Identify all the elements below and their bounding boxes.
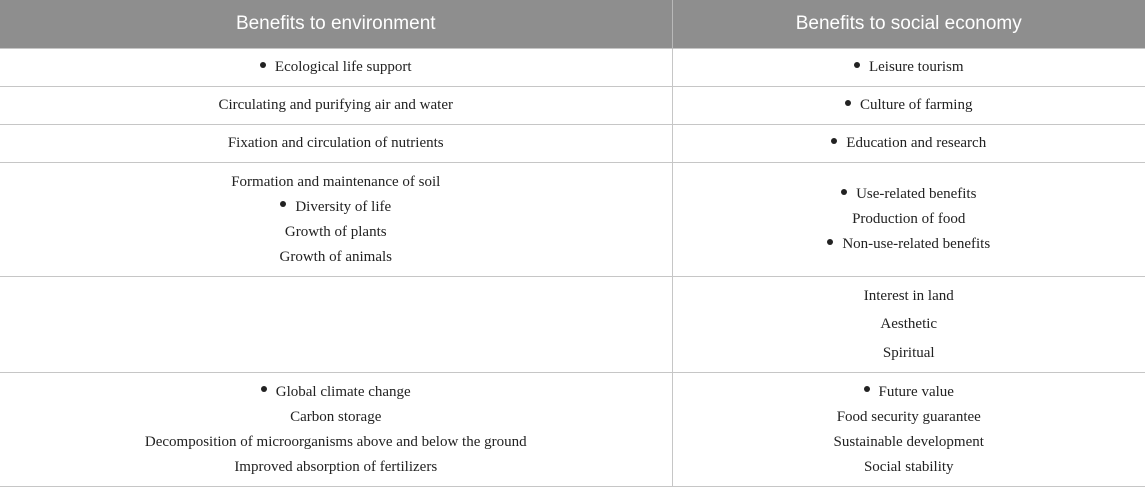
cell-text: Non-use-related benefits	[842, 236, 991, 252]
bullet-icon	[854, 62, 860, 68]
cell-line	[673, 339, 1145, 368]
cell-text: Use-related benefits	[856, 186, 977, 202]
cell-text: Food security guarantee	[836, 408, 981, 425]
cell-text: Education and research	[846, 135, 987, 151]
cell-text: Aesthetic	[880, 316, 938, 333]
cell-text: Formation and maintenance of soil	[231, 173, 441, 190]
cell-text: Social stability	[863, 458, 954, 475]
table-row	[0, 87, 1145, 125]
bullet-icon	[831, 138, 837, 144]
cell-line	[673, 55, 1145, 80]
cell-line	[0, 93, 672, 118]
cell-line	[673, 93, 1145, 118]
cell-line	[0, 455, 672, 480]
cell-line	[673, 232, 1145, 257]
environment-cell	[0, 277, 672, 373]
social-economy-cell	[672, 277, 1145, 373]
bullet-icon	[280, 201, 286, 207]
social-economy-cell	[672, 49, 1145, 87]
cell-line	[0, 220, 672, 245]
cell-line	[0, 170, 672, 195]
bullet-icon	[827, 239, 833, 245]
bullet-icon	[260, 62, 266, 68]
environment-cell	[0, 163, 672, 277]
environment-cell	[0, 373, 672, 487]
table-row	[0, 373, 1145, 487]
social-economy-cell	[672, 87, 1145, 125]
cell-line	[0, 245, 672, 270]
cell-text: Global climate change	[275, 383, 411, 400]
table-row	[0, 277, 1145, 373]
cell-text: Carbon storage	[290, 408, 382, 425]
environment-cell	[0, 87, 672, 125]
header-row	[0, 0, 1145, 49]
social-economy-cell	[672, 373, 1145, 487]
cell-text: Ecological life support	[274, 59, 412, 75]
cell-line	[673, 380, 1145, 405]
bullet-icon	[841, 189, 847, 195]
cell-line	[673, 131, 1145, 156]
cell-text: Diversity of life	[295, 198, 392, 215]
cell-line	[673, 405, 1145, 430]
cell-line	[0, 405, 672, 430]
cell-line	[0, 55, 672, 80]
cell-text: Decomposition of microorganisms above and below the ground	[144, 433, 527, 450]
cell-line	[0, 131, 672, 156]
cell-text: Fixation and circulation of nutrients	[227, 135, 444, 151]
table-row	[0, 163, 1145, 277]
cell-line	[0, 380, 672, 405]
cell-text: Growth of animals	[279, 248, 392, 265]
cell-line	[673, 310, 1145, 339]
environment-cell	[0, 125, 672, 163]
cell-text: Interest in land	[863, 287, 954, 304]
cell-text: Improved absorption of fertilizers	[234, 458, 438, 475]
cell-text: Circulating and purifying air and water	[218, 97, 453, 113]
cell-line	[673, 182, 1145, 207]
table-body	[0, 49, 1145, 487]
table-row	[0, 125, 1145, 163]
cell-text: Spiritual	[882, 344, 935, 361]
cell-text: Growth of plants	[284, 223, 387, 240]
cell-line	[673, 430, 1145, 455]
cell-line	[673, 282, 1145, 311]
header-benefits-to-social-economy: Benefits to social economy	[672, 0, 1145, 49]
cell-line	[0, 430, 672, 455]
cell-line	[0, 195, 672, 220]
table-header	[0, 0, 1145, 49]
cell-line	[673, 455, 1145, 480]
cell-text: Future value	[878, 383, 954, 400]
cell-line	[673, 207, 1145, 232]
cell-text: Production of food	[852, 211, 966, 227]
bullet-icon	[864, 386, 870, 392]
social-economy-cell	[672, 163, 1145, 277]
header-benefits-to-environment: Benefits to environment	[0, 0, 672, 49]
cell-text: Sustainable development	[833, 433, 984, 450]
cell-text: Culture of farming	[860, 97, 973, 113]
bullet-icon	[261, 386, 267, 392]
cell-text: Leisure tourism	[868, 59, 964, 75]
social-economy-cell	[672, 125, 1145, 163]
bullet-icon	[845, 100, 851, 106]
environment-cell	[0, 49, 672, 87]
table-row	[0, 49, 1145, 87]
